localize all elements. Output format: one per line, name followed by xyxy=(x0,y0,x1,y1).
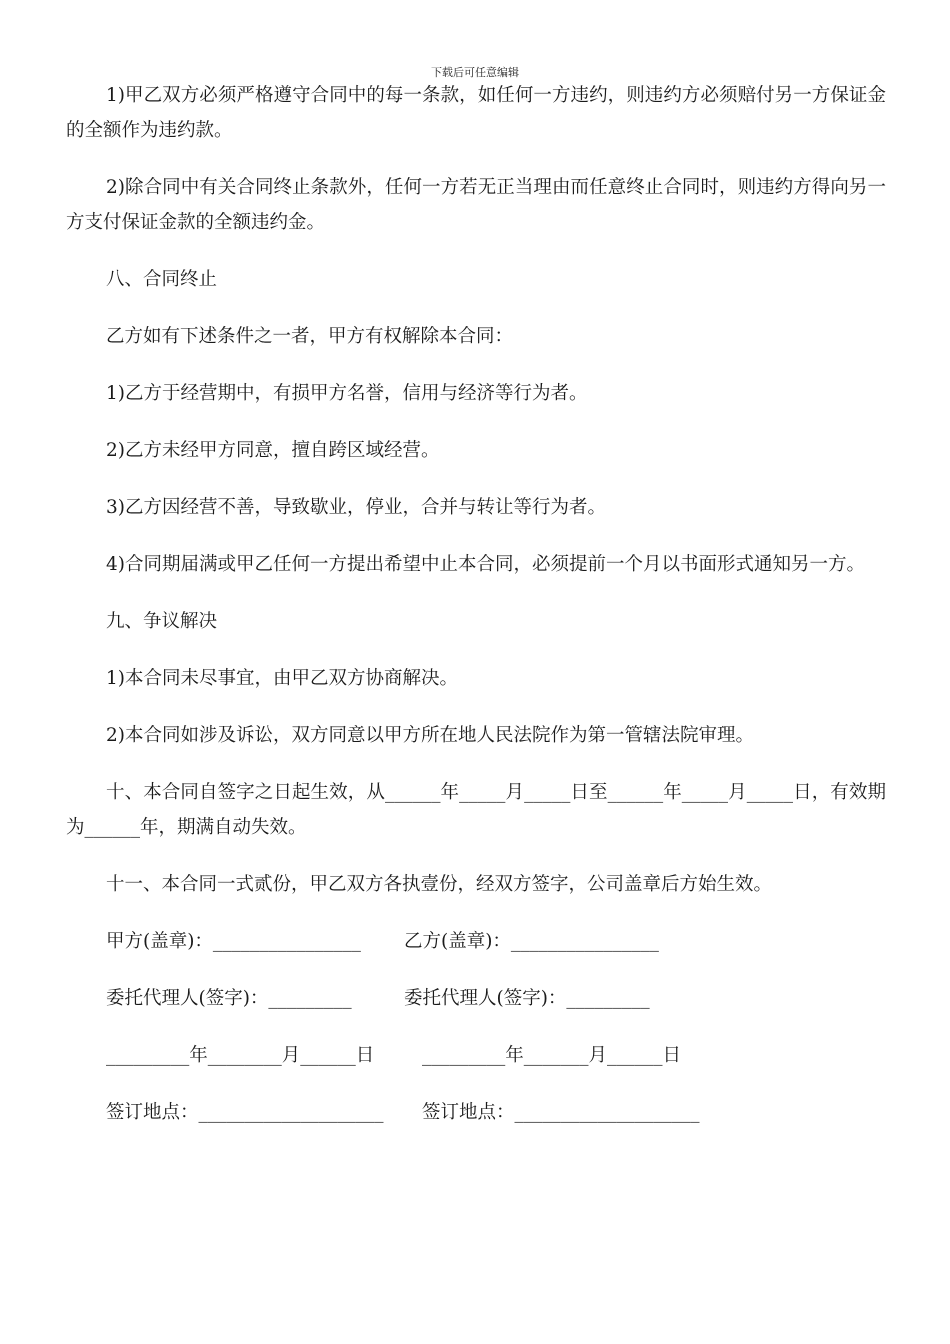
dispute-item-2: 2)本合同如涉及诉讼，双方同意以甲方所在地人民法院作为第一管辖法院审理。 xyxy=(106,725,754,746)
party-a-place: 签订地点：____________________ xyxy=(106,1102,384,1123)
dispute-item-1: 1)本合同未尽事宜，由甲乙双方协商解决。 xyxy=(106,668,458,689)
termination-intro: 乙方如有下述条件之一者，甲方有权解除本合同： xyxy=(106,326,514,347)
party-b-place: 签订地点：____________________ xyxy=(422,1102,700,1123)
termination-item-2: 2)乙方未经甲方同意，擅自跨区域经营。 xyxy=(106,440,440,461)
party-b-agent: 委托代理人(签字)：_________ xyxy=(404,988,650,1009)
seal-row xyxy=(66,924,886,959)
breach-item-2: 2)除合同中有关合同终止条款外，任何一方若无正当理由而任意终止合同时，则违约方得向另一方支付保证金款的全额违约金。 xyxy=(66,177,886,233)
party-a-seal: 甲方(盖章)：________________ xyxy=(106,931,361,952)
party-b-seal: 乙方(盖章)：________________ xyxy=(404,931,659,952)
clause-10: 十、本合同自签字之日起生效，从______年_____月_____日至______年_____月_____日，有效期为______年，期满自动失效。 xyxy=(66,782,886,838)
contract-page xyxy=(66,78,886,1130)
place-row xyxy=(66,1095,886,1130)
breach-item-1: 1)甲乙双方必须严格遵守合同中的每一条款，如任何一方违约，则违约方必须赔付另一方保证金的全额作为违约款。 xyxy=(66,85,886,141)
date-row xyxy=(66,1038,886,1073)
party-b-date: _________年_______月______日 xyxy=(422,1045,682,1066)
dispute-heading: 九、争议解决 xyxy=(106,611,218,632)
header-note: 下载后可任意编辑 xyxy=(431,66,519,79)
termination-item-1: 1)乙方于经营期中，有损甲方名誉，信用与经济等行为者。 xyxy=(106,383,588,404)
termination-item-3: 3)乙方因经营不善，导致歇业，停业，合并与转让等行为者。 xyxy=(106,497,606,518)
termination-item-4: 4)合同期届满或甲乙任何一方提出希望中止本合同，必须提前一个月以书面形式通知另一方。 xyxy=(106,554,865,575)
clause-11: 十一、本合同一式贰份，甲乙双方各执壹份，经双方签字，公司盖章后方始生效。 xyxy=(106,874,773,895)
termination-heading: 八、合同终止 xyxy=(106,269,218,290)
party-a-agent: 委托代理人(签字)：_________ xyxy=(106,988,352,1009)
agent-row xyxy=(66,981,886,1016)
party-a-date: _________年________月______日 xyxy=(106,1045,375,1066)
